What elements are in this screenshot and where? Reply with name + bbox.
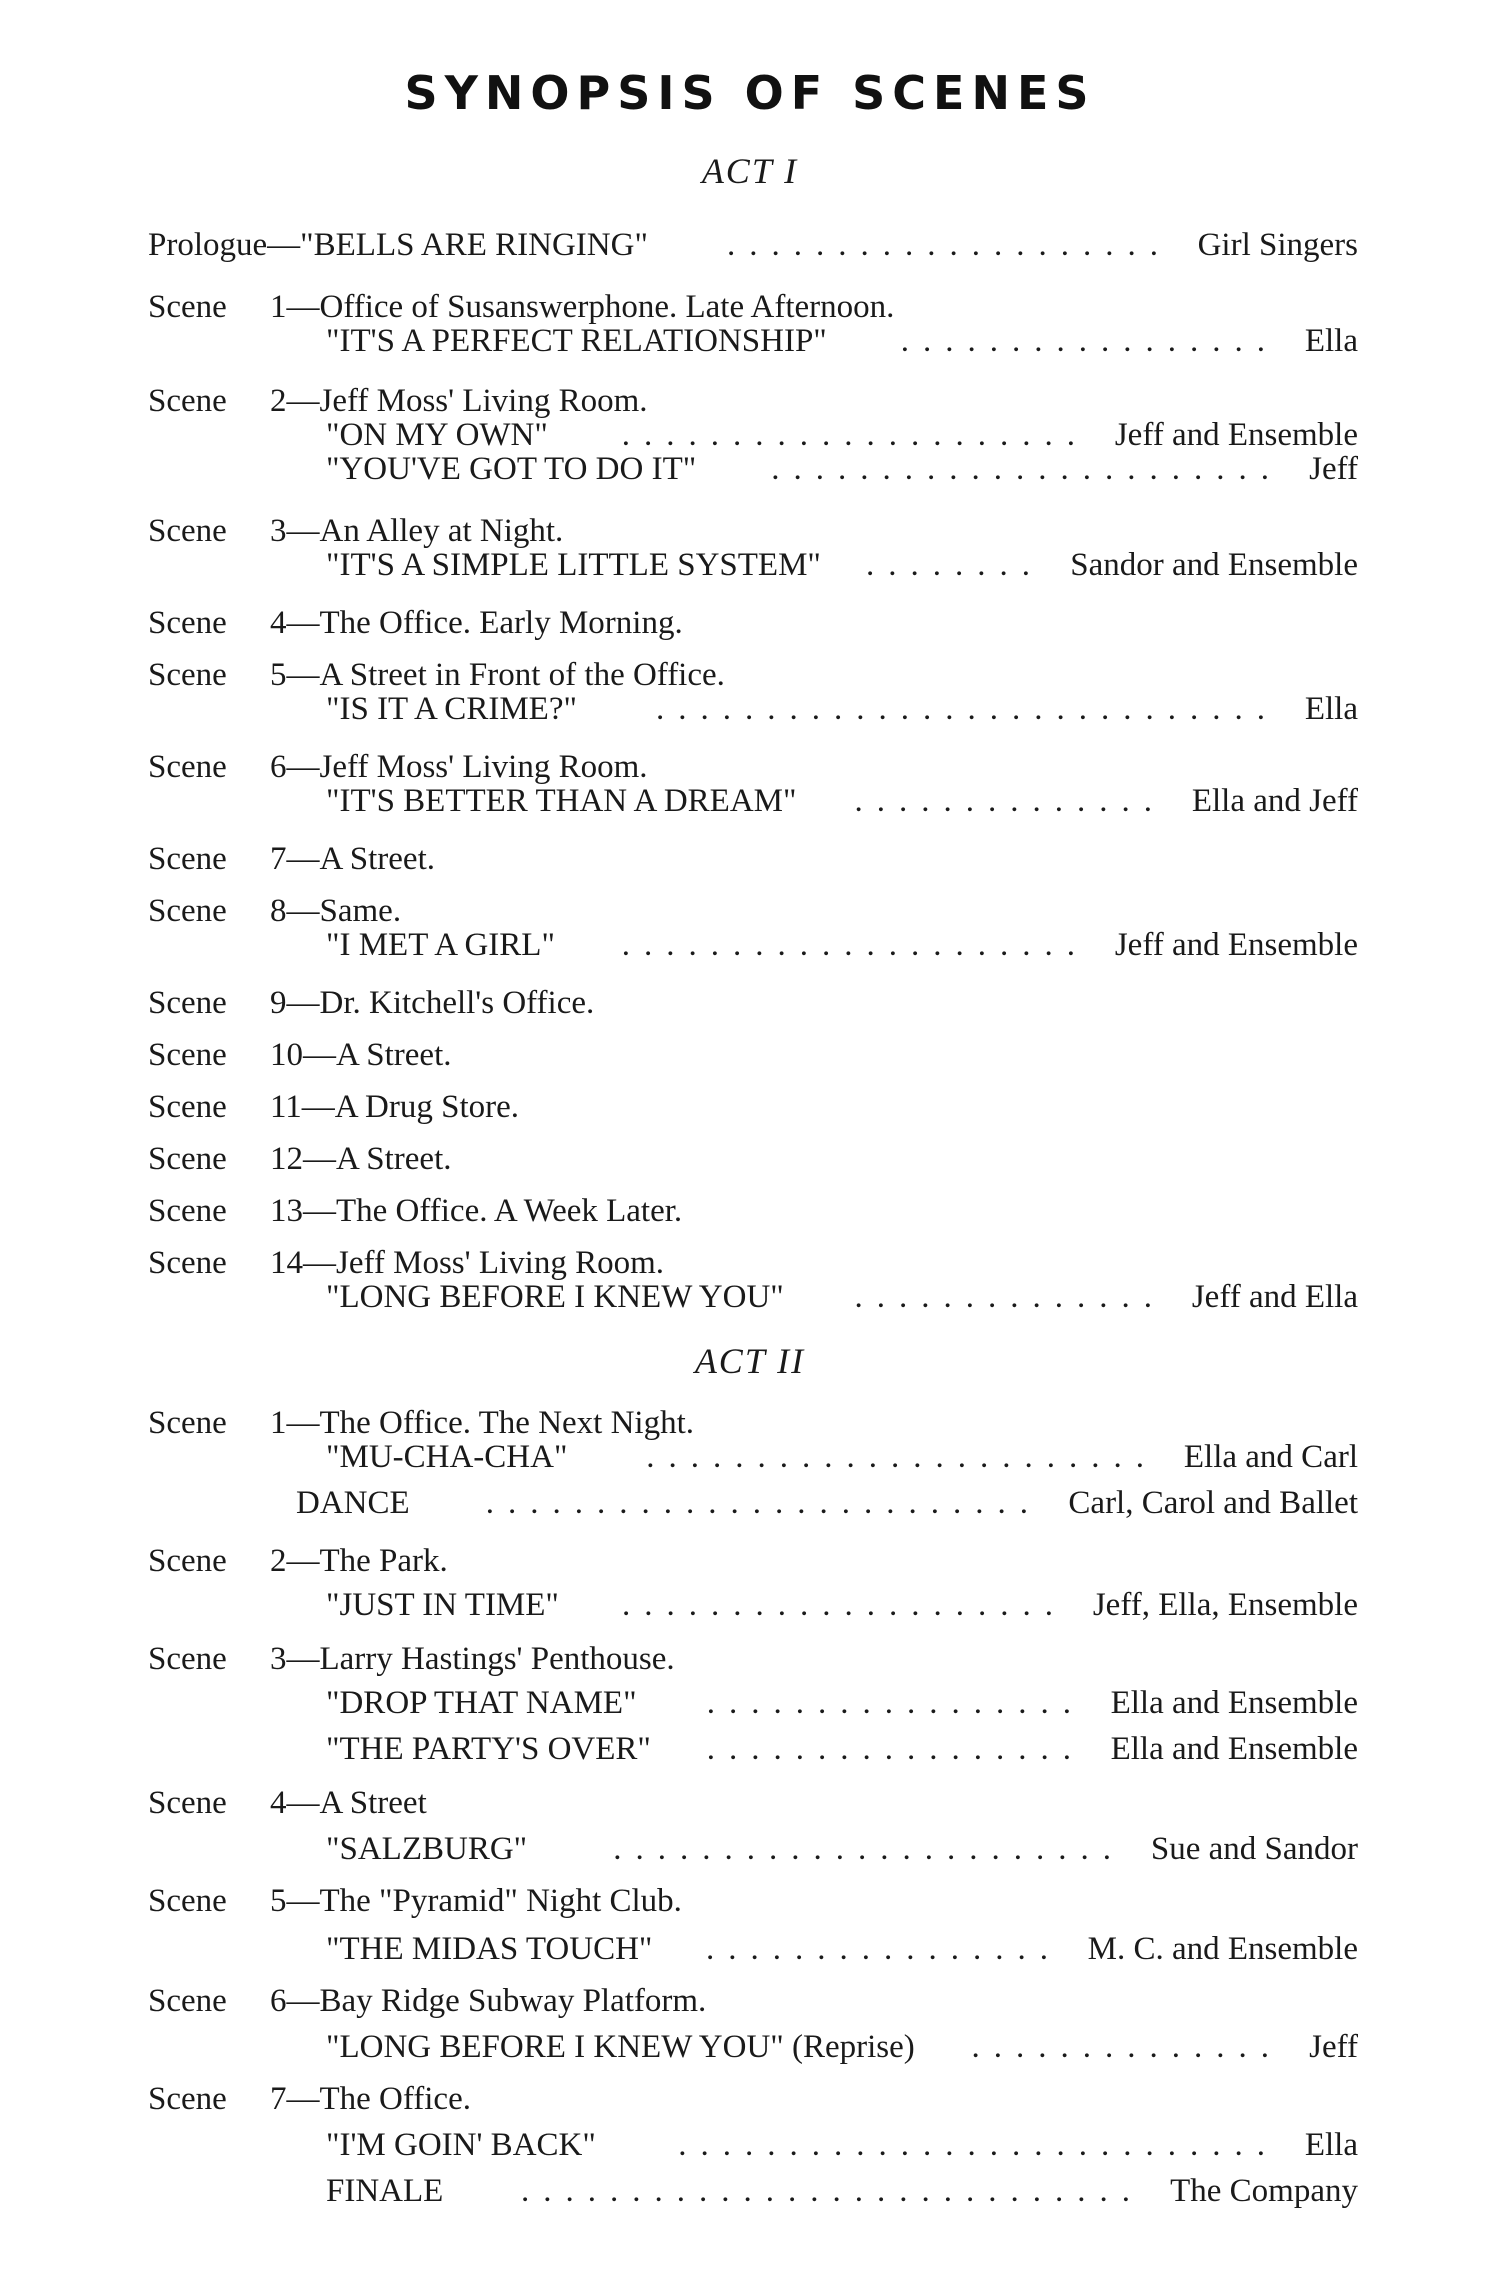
scene-label: Scene <box>148 1193 227 1229</box>
performers: Ella and Ensemble <box>1110 1685 1358 1721</box>
scene-label: Scene <box>148 383 227 419</box>
scene-line <box>148 836 1358 882</box>
song-line <box>148 2122 1358 2168</box>
song-title: "MU-CHA-CHA" <box>326 1439 568 1475</box>
scene-label: Scene <box>148 605 227 641</box>
song-line <box>148 2024 1358 2070</box>
dot-leader: ........ <box>866 547 1044 583</box>
song-line <box>148 686 1358 732</box>
scene-label: Scene <box>148 841 227 877</box>
scene-description: 13—The Office. A Week Later. <box>270 1193 683 1229</box>
song-title: "THE PARTY'S OVER" <box>326 1731 651 1767</box>
scene-description: 3—Larry Hastings' Penthouse. <box>270 1641 675 1677</box>
scene-line <box>148 2076 1358 2122</box>
performers: Ella and Ensemble <box>1110 1731 1358 1767</box>
dot-leader: ................ <box>706 1931 1062 1967</box>
scene-label: Scene <box>148 1245 227 1281</box>
scene-description: 6—Jeff Moss' Living Room. <box>270 749 648 785</box>
song-line <box>148 1726 1358 1772</box>
scene-line <box>148 1780 1358 1826</box>
song-title: "I MET A GIRL" <box>326 927 555 963</box>
scene-description: 11—A Drug Store. <box>270 1089 520 1125</box>
dot-leader: ....................... <box>646 1439 1158 1475</box>
act-heading: ACT II <box>694 1341 806 1381</box>
scene-label: Scene <box>148 1543 227 1579</box>
performers: Jeff <box>1309 451 1358 487</box>
scene-description: 6—Bay Ridge Subway Platform. <box>270 1983 707 2019</box>
song-title: "YOU'VE GOT TO DO IT" <box>326 451 697 487</box>
song-title: "IT'S BETTER THAN A DREAM" <box>326 783 797 819</box>
song-line <box>148 1582 1358 1628</box>
song-title: "ON MY OWN" <box>326 417 548 453</box>
scene-label: Scene <box>148 1037 227 1073</box>
scene-line <box>148 1878 1358 1924</box>
scene-description: 4—A Street <box>270 1785 427 1821</box>
performers: Girl Singers <box>1197 227 1358 263</box>
song-line <box>148 778 1358 824</box>
performers: Ella and Carl <box>1183 1439 1358 1475</box>
performers: Ella <box>1304 2127 1358 2163</box>
scene-line <box>148 1032 1358 1078</box>
performers: Jeff and Ensemble <box>1114 927 1358 963</box>
scene-label: Scene <box>148 1883 227 1919</box>
dot-leader: .................... <box>622 1587 1067 1623</box>
dot-leader: .............. <box>854 1279 1166 1315</box>
dot-leader: ..................... <box>621 417 1089 453</box>
song-line <box>148 2168 1358 2214</box>
dot-leader: ......................... <box>485 1485 1042 1521</box>
dot-leader: ....................... <box>613 1831 1125 1867</box>
dot-leader: ....................... <box>771 451 1283 487</box>
song-title: "SALZBURG" <box>326 1831 528 1867</box>
song-title: FINALE <box>326 2173 444 2209</box>
dot-leader: ............................ <box>656 691 1279 727</box>
song-title: "JUST IN TIME" <box>326 1587 559 1623</box>
song-title: DANCE <box>296 1485 410 1521</box>
scene-line <box>148 222 1358 268</box>
scene-line <box>148 600 1358 646</box>
scene-label: Scene <box>148 893 227 929</box>
performers: Ella and Jeff <box>1191 783 1358 819</box>
scene-line <box>148 1136 1358 1182</box>
scene-line <box>148 1978 1358 2024</box>
scene-description: 1—The Office. The Next Night. <box>270 1405 695 1441</box>
scene-description: 2—Jeff Moss' Living Room. <box>270 383 648 419</box>
scene-line <box>148 1188 1358 1234</box>
dot-leader: ........................... <box>678 2127 1279 2163</box>
scene-label: Scene <box>148 1089 227 1125</box>
performers: Jeff <box>1309 2029 1358 2065</box>
song-line <box>148 1434 1358 1480</box>
dot-leader: .............. <box>854 783 1166 819</box>
dot-leader: ................. <box>706 1685 1085 1721</box>
dot-leader: ..................... <box>621 927 1089 963</box>
scene-label: Scene <box>148 749 227 785</box>
performers: Jeff, Ella, Ensemble <box>1092 1587 1358 1623</box>
song-title: "IT'S A PERFECT RELATIONSHIP" <box>326 323 827 359</box>
scene-line <box>148 1538 1358 1584</box>
song-line <box>148 1274 1358 1320</box>
scene-label: Scene <box>148 513 227 549</box>
performers: Ella <box>1304 323 1358 359</box>
scene-label: Scene <box>148 289 227 325</box>
scene-line <box>148 980 1358 1026</box>
scene-description: 4—The Office. Early Morning. <box>270 605 683 641</box>
scene-description: 9—Dr. Kitchell's Office. <box>270 985 595 1021</box>
performers: Jeff and Ensemble <box>1114 417 1358 453</box>
page-title: SYNOPSIS OF SCENES <box>404 66 1096 120</box>
performers: Sue and Sandor <box>1150 1831 1358 1867</box>
performers: Jeff and Ella <box>1191 1279 1358 1315</box>
dot-leader: .................... <box>727 227 1172 263</box>
song-title: "I'M GOIN' BACK" <box>326 2127 596 2163</box>
scene-description: Prologue—"BELLS ARE RINGING" <box>148 227 648 263</box>
scene-description: 2—The Park. <box>270 1543 448 1579</box>
song-title: "LONG BEFORE I KNEW YOU" (Reprise) <box>326 2029 915 2065</box>
scene-description: 8—Same. <box>270 893 402 929</box>
song-line <box>148 542 1358 588</box>
scene-description: 3—An Alley at Night. <box>270 513 564 549</box>
scene-description: 5—A Street in Front of the Office. <box>270 657 725 693</box>
scene-label: Scene <box>148 2081 227 2117</box>
song-title: "THE MIDAS TOUCH" <box>326 1931 653 1967</box>
scene-line <box>148 1084 1358 1130</box>
song-line <box>148 446 1358 492</box>
song-title: "IT'S A SIMPLE LITTLE SYSTEM" <box>326 547 821 583</box>
song-line <box>148 1826 1358 1872</box>
scene-label: Scene <box>148 1983 227 2019</box>
performers: The Company <box>1170 2173 1358 2209</box>
song-title: "DROP THAT NAME" <box>326 1685 637 1721</box>
scene-label: Scene <box>148 1785 227 1821</box>
scene-label: Scene <box>148 657 227 693</box>
song-line <box>148 318 1358 364</box>
scene-description: 14—Jeff Moss' Living Room. <box>270 1245 665 1281</box>
performers: Sandor and Ensemble <box>1070 547 1358 583</box>
scene-description: 7—The Office. <box>270 2081 471 2117</box>
scene-description: 12—A Street. <box>270 1141 452 1177</box>
song-line <box>148 922 1358 968</box>
performers: Ella <box>1304 691 1358 727</box>
dot-leader: .............. <box>971 2029 1283 2065</box>
scene-label: Scene <box>148 1405 227 1441</box>
scene-label: Scene <box>148 1141 227 1177</box>
performers: Carl, Carol and Ballet <box>1068 1485 1358 1521</box>
scene-line <box>148 1636 1358 1682</box>
act-heading: ACT I <box>701 151 799 191</box>
scene-label: Scene <box>148 1641 227 1677</box>
scene-label: Scene <box>148 985 227 1021</box>
scene-description: 10—A Street. <box>270 1037 452 1073</box>
scene-description: 5—The "Pyramid" Night Club. <box>270 1883 682 1919</box>
song-title: "IS IT A CRIME?" <box>326 691 577 727</box>
scene-description: 7—A Street. <box>270 841 435 877</box>
song-line <box>148 1926 1358 1972</box>
dot-leader: ................. <box>900 323 1279 359</box>
song-line <box>148 1680 1358 1726</box>
dot-leader: ............................ <box>521 2173 1144 2209</box>
dot-leader: ................. <box>706 1731 1085 1767</box>
performers: M. C. and Ensemble <box>1087 1931 1358 1967</box>
song-line <box>148 1480 1358 1526</box>
scene-description: 1—Office of Susanswerphone. Late Afternoon. <box>270 289 895 325</box>
song-title: "LONG BEFORE I KNEW YOU" <box>326 1279 784 1315</box>
